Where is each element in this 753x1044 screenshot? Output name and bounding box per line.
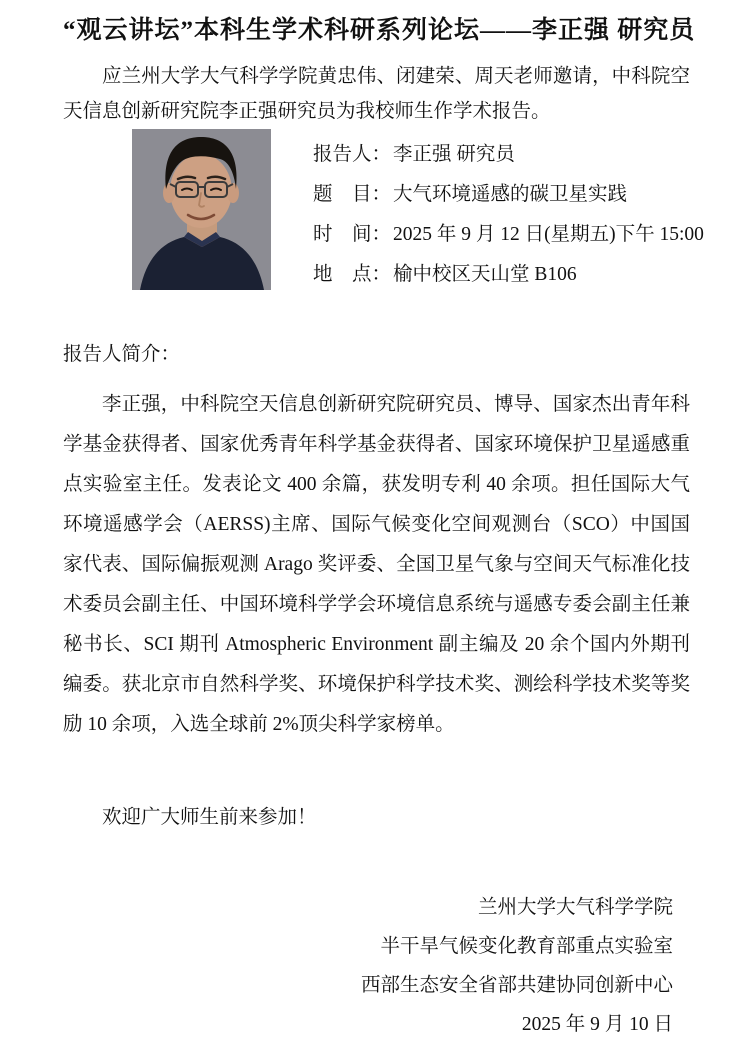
welcome-line: 欢迎广大师生前来参加！	[102, 807, 317, 828]
detail-venue	[313, 255, 704, 295]
signature-org-center: 西部生态安全省部共建协同创新中心	[360, 975, 673, 996]
detail-speaker-label: 报告人	[313, 144, 372, 165]
detail-venue-value: 榆中校区天山堂 B106	[393, 264, 577, 285]
detail-topic-sep: ：	[371, 184, 392, 205]
detail-speaker-value: 李正强 研究员	[393, 144, 515, 165]
detail-venue-label: 地 点	[313, 264, 372, 285]
detail-time-sep: ：	[371, 224, 392, 245]
signature-block	[63, 888, 690, 1044]
speaker-photo	[132, 129, 271, 290]
detail-speaker-sep: ：	[371, 144, 392, 165]
intro-paragraph: 应兰州大学大气科学学院黄忠伟、闭建荣、周天老师邀请，中科院空天信息创新研究院李正强研究员为我校师生作学术报告。	[63, 66, 690, 122]
talk-details	[313, 129, 704, 295]
bio-heading: 报告人简介：	[63, 344, 181, 365]
signature-org-lab: 半干旱气候变化教育部重点实验室	[380, 936, 673, 957]
speaker-info-section	[63, 129, 704, 295]
detail-venue-sep: ：	[371, 264, 392, 285]
detail-topic-value: 大气环境遥感的碳卫星实践	[393, 184, 628, 205]
detail-time	[313, 215, 704, 255]
page-title: “观云讲坛”本科生学术科研系列论坛——李正强 研究员	[63, 17, 696, 44]
detail-topic-label: 题 目	[313, 184, 372, 205]
detail-time-label: 时 间	[313, 224, 372, 245]
signature-org-college: 兰州大学大气科学学院	[477, 897, 673, 918]
portrait-illustration	[132, 129, 271, 290]
detail-topic	[313, 175, 704, 215]
bio-paragraph: 李正强，中科院空天信息创新研究院研究员、博导、国家杰出青年科学基金获得者、国家优秀青年科学基金获得者、国家环境保护卫星遥感重点实验室主任。发表论文 400 余篇，获发明专利 40 余项。担任国际大气环境遥感学会（AERSS)主席、国际气候变化空间观测台（SCO）中国国家代表、国际偏振观测 Arago 奖评委、全国卫星气象与空间天气标准化技术委员会副主任、中国环境科学学会环境信息系统与遥感专委会副主任兼秘书长、SCI 期刊 Atmospheric Environment 副主编及 20 余个国内外期刊编委。获北京市自然科学奖、环境保护科学技术奖、测绘科学技术奖等奖励 10 余项，入选全球前 2%顶尖科学家榜单。	[63, 394, 690, 735]
detail-time-value: 2025 年 9 月 12 日(星期五)下午 15:00	[393, 224, 704, 245]
detail-speaker	[313, 135, 704, 175]
signature-date: 2025 年 9 月 10 日	[521, 1014, 673, 1035]
